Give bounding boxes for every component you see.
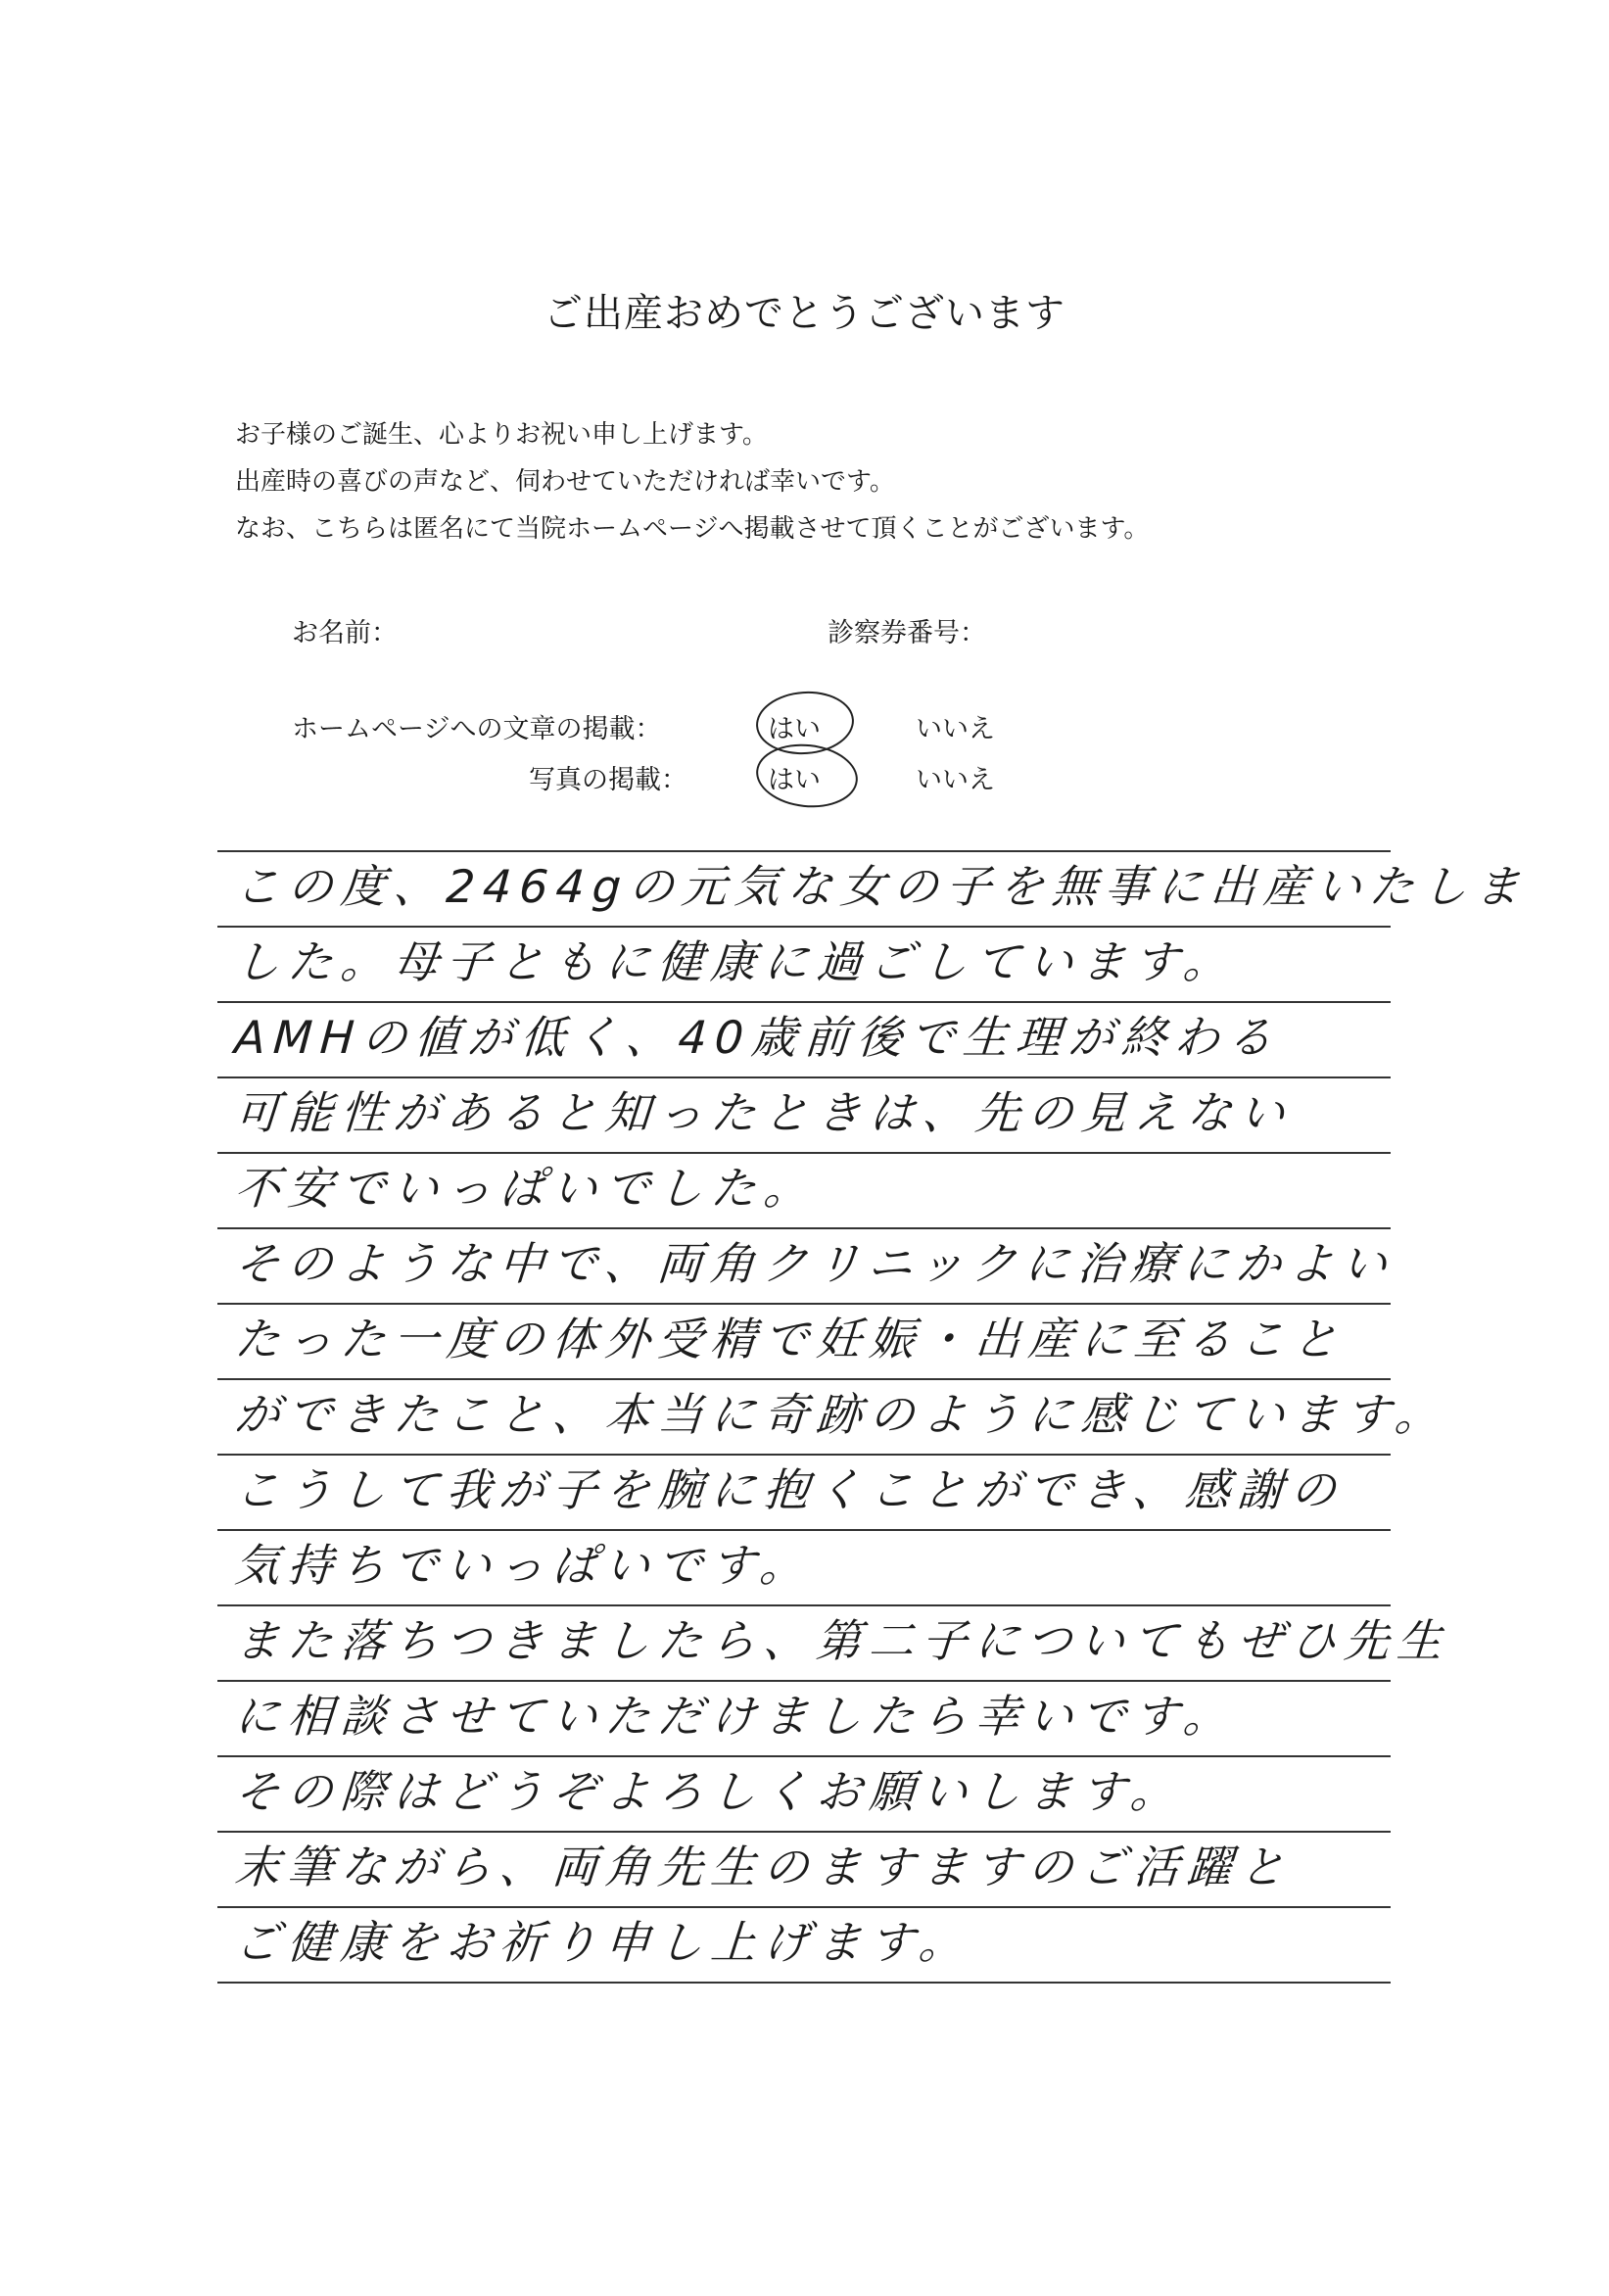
message-line: AMHの値が低く、40歳前後で生理が終わる: [232, 1011, 1283, 1064]
handwritten-message: [217, 850, 1530, 1984]
message-row: [217, 1456, 1391, 1531]
message-line: 末筆ながら、両角先生のますますのご活躍と: [232, 1841, 1295, 1893]
message-row: [217, 1606, 1452, 1682]
intro-text: [235, 411, 1149, 552]
message-row: [217, 1229, 1397, 1305]
message-line: この度、2464gの元気な女の子を無事に出産いたしま: [232, 860, 1530, 913]
card-number-label: 診察券番号：: [828, 618, 986, 648]
photo-consent-label: 写真の掲載：: [529, 765, 687, 795]
message-line: 可能性があると知ったときは、先の見えない: [232, 1086, 1295, 1139]
message-row: [217, 1078, 1391, 1154]
text-consent-yes[interactable]: はい: [768, 714, 821, 744]
intro-line: なお、こちらは匿名にて当院ホームページへ掲載させて頂くことがございます。: [235, 514, 1150, 544]
message-row: [217, 1003, 1391, 1078]
text-consent-no[interactable]: いいえ: [916, 714, 995, 744]
message-row: [217, 928, 1391, 1003]
name-label: お名前：: [292, 618, 398, 648]
text-consent-label: ホームページへの文章の掲載：: [292, 714, 662, 744]
message-row: [217, 1531, 1391, 1606]
photo-consent-yes[interactable]: はい: [768, 765, 821, 795]
intro-line: 出産時の喜びの声など、伺わせていただければ幸いです。: [235, 467, 895, 497]
intro-line: お子様のご誕生、心よりお祝い申し上げます。: [235, 420, 768, 450]
message-line: ご健康をお祈り申し上げます。: [232, 1916, 974, 1969]
message-row: [217, 1305, 1391, 1380]
message-line: そのような中で、両角クリニックに治療にかよい: [232, 1237, 1397, 1290]
page-title: ご出産おめでとうございます: [544, 291, 1065, 336]
photo-consent-selected-circle: [753, 740, 861, 813]
message-line: 気持ちでいっぱいです。: [232, 1539, 815, 1592]
photo-consent-no[interactable]: いいえ: [916, 765, 995, 795]
message-row: [217, 1380, 1450, 1456]
message-line: に相談させていただけましたら幸いです。: [232, 1690, 1239, 1743]
message-row: [217, 1757, 1391, 1833]
message-row: [217, 1833, 1391, 1908]
message-line: した。母子ともに健康に過ごしています。: [232, 935, 1239, 988]
message-line: ができたこと、本当に奇跡のように感じています。: [232, 1388, 1450, 1441]
message-row: [217, 1682, 1391, 1757]
message-line: こうして我が子を腕に抱くことができ、感謝の: [232, 1463, 1346, 1516]
message-line: また落ちつきましたら、第二子についてもぜひ先生: [232, 1614, 1452, 1667]
message-row: [217, 1154, 1391, 1229]
message-line: 不安でいっぱいでした。: [232, 1162, 819, 1215]
message-row: [217, 850, 1530, 928]
message-row: [217, 1908, 1391, 1984]
message-line: その際はどうぞよろしくお願いします。: [232, 1765, 1186, 1818]
message-line: たった一度の体外受精で妊娠・出産に至ること: [232, 1313, 1348, 1365]
